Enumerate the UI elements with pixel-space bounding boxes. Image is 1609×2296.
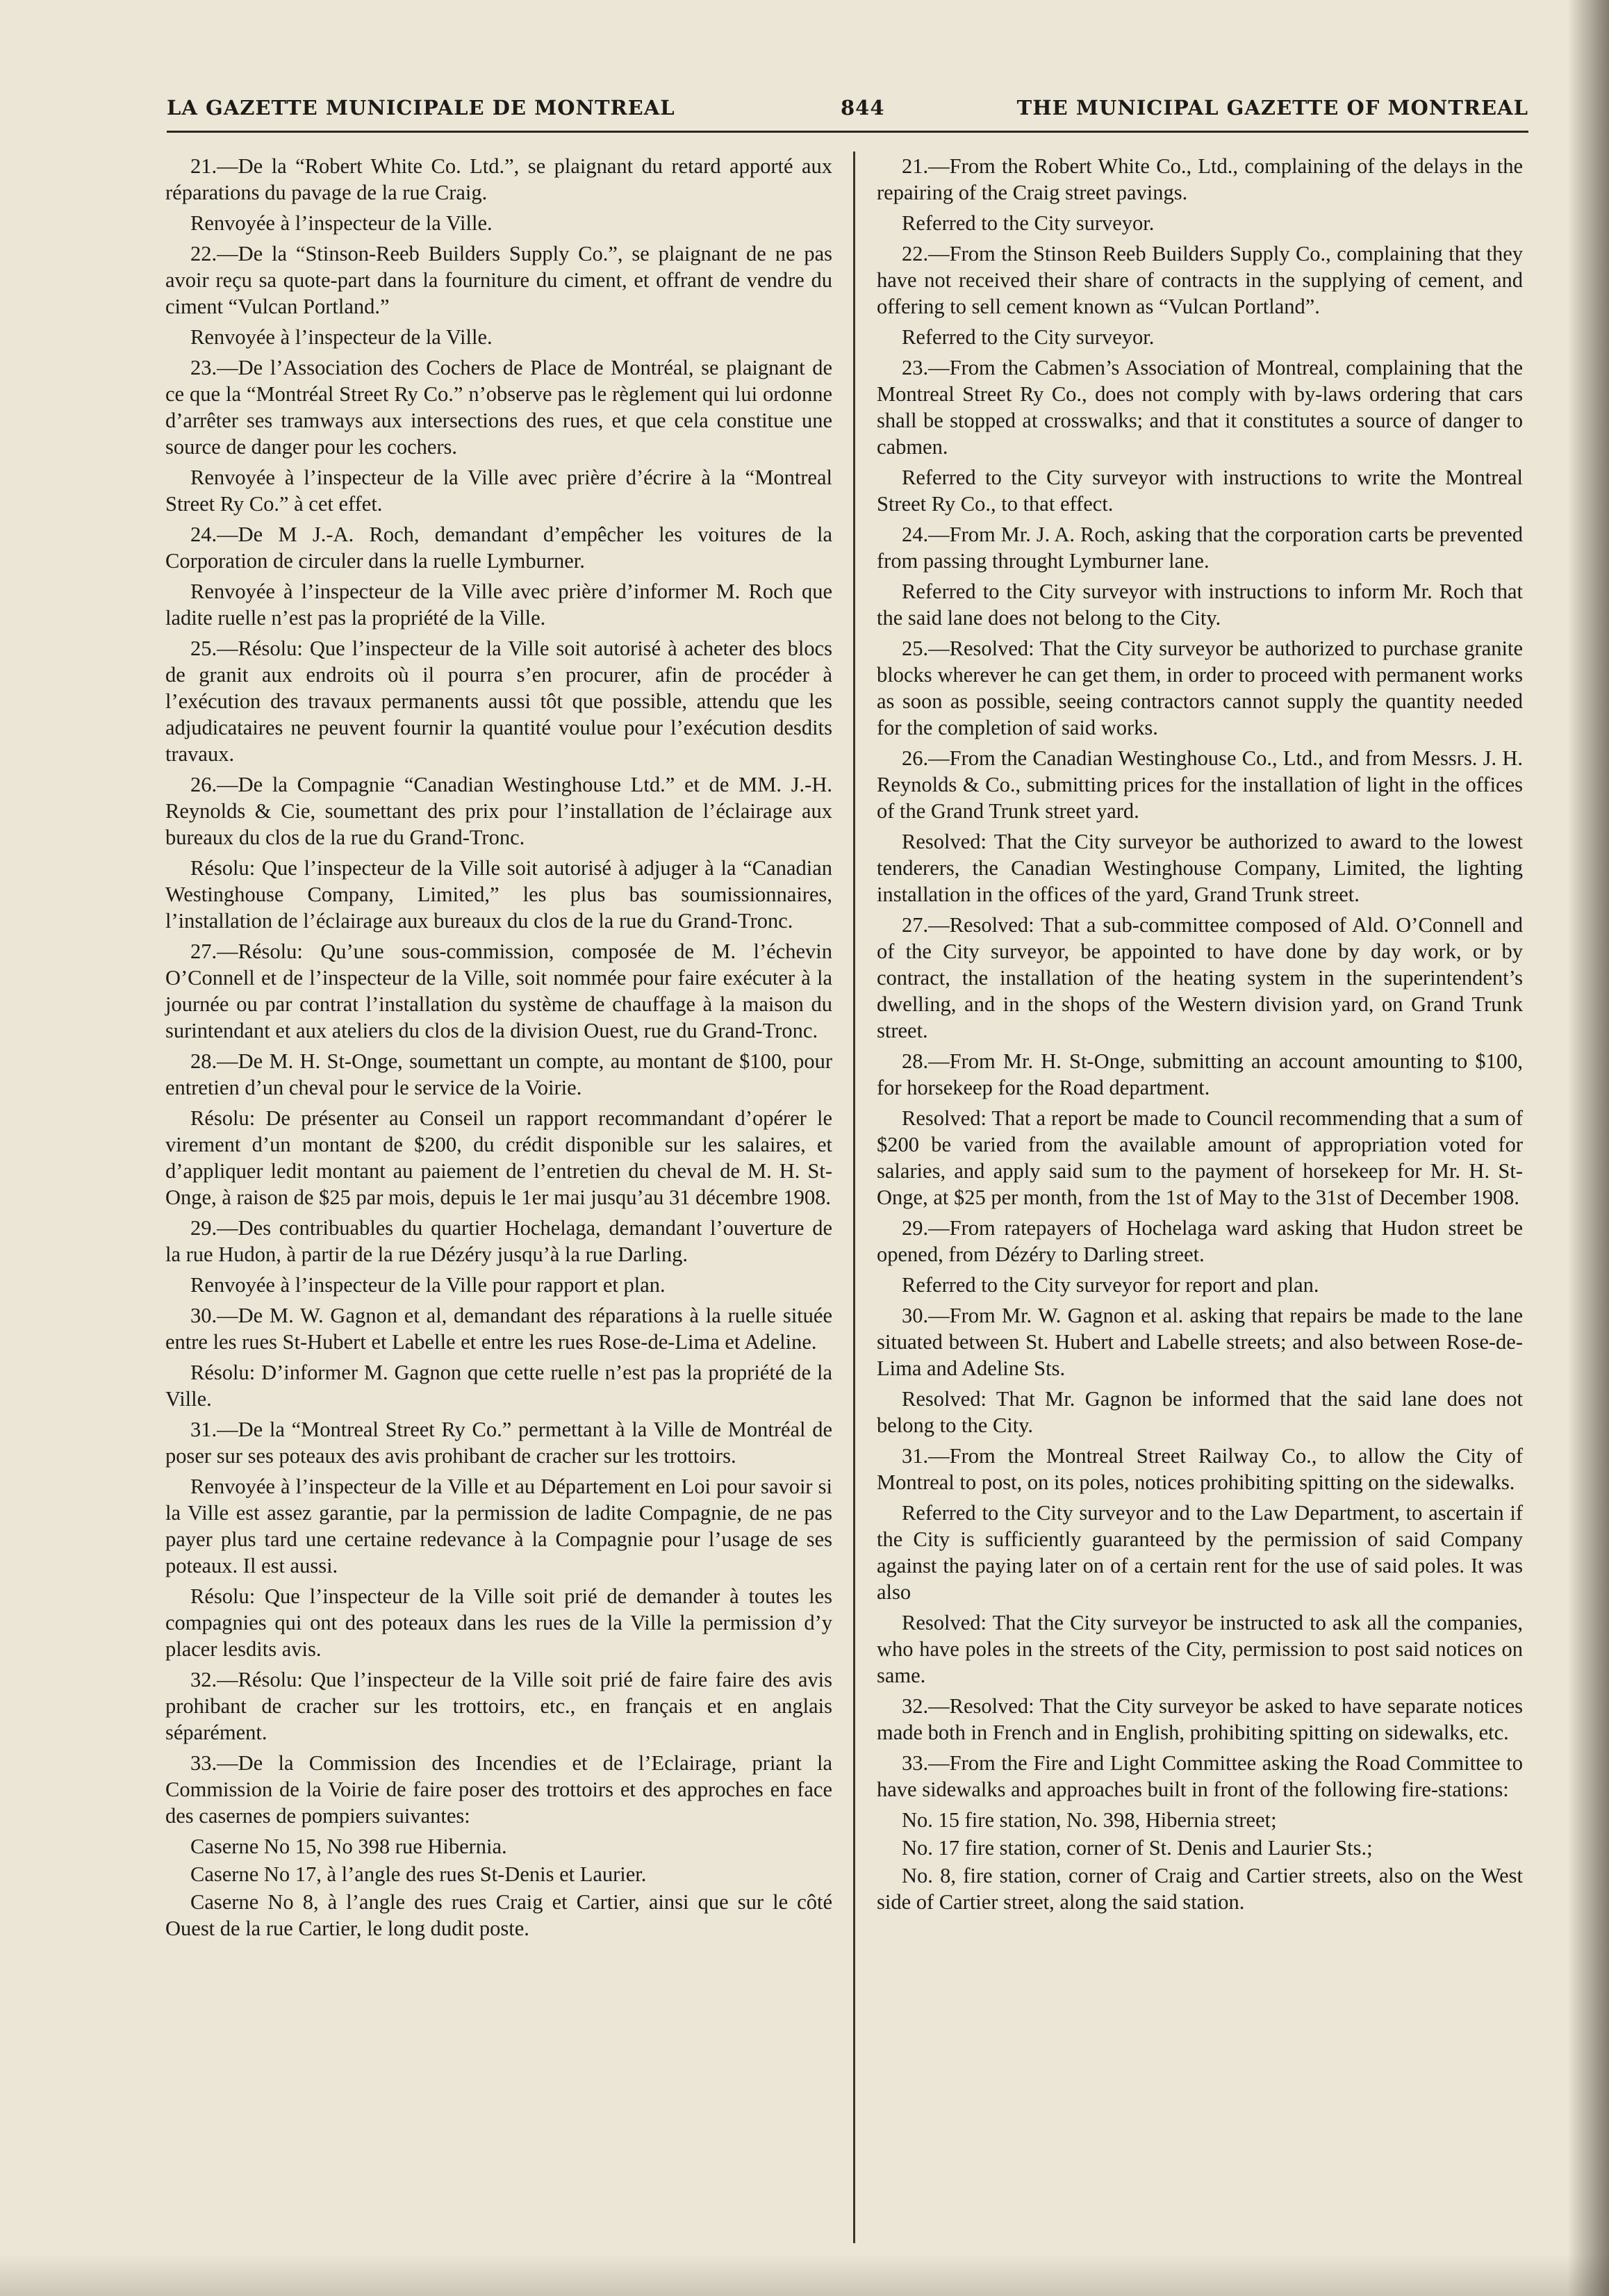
paragraph: Referred to the City surveyor with instructions to write the Montreal Street Ry Co., to that effect. (877, 466, 1523, 516)
paragraph: 29.—From ratepayers of Hochelaga ward asking that Hudon street be opened, from Dézéry to Darling street. (877, 1216, 1523, 1266)
page-number: 844 (841, 96, 885, 120)
paragraph: Résolu: D’informer M. Gagnon que cette ruelle n’est pas la propriété de la Ville. (165, 1361, 832, 1411)
paragraph: 25.—Resolved: That the City surveyor be authorized to purchase granite blocks wherever he can get them, in order to proceed with permanent works as soon as possible, seeing contractors cannot supply the quantity needed for the completion of said works. (877, 637, 1523, 739)
paragraph: 21.—De la “Robert White Co. Ltd.”, se plaignant du retard apporté aux réparations du pavage de la rue Craig. (165, 154, 832, 204)
paragraph: 26.—From the Canadian Westinghouse Co., Ltd., and from Messrs. J. H. Reynolds & Co., submitting prices for the installation of light in the offices of the Grand Trunk street yard. (877, 746, 1523, 823)
paragraph: 27.—Resolved: That a sub-committee composed of Ald. O’Connell and of the City surveyor, be appointed to have done by day work, or by contract, the installation of the heating system in the superintendent’s dwelling, and in the shops of the Western division yard, on Grand Trunk street. (877, 913, 1523, 1042)
paragraph: 33.—From the Fire and Light Committee asking the Road Committee to have sidewalks and approaches built in front of the following fire-stations: (877, 1751, 1523, 1801)
paragraph: No. 8, fire station, corner of Craig and Cartier streets, also on the West side of Cartier street, along the said station. (877, 1864, 1523, 1914)
paragraph: Renvoyée à l’inspecteur de la Ville et au Département en Loi pour savoir si la Ville est assez garantie, par la permission de ladite Compagnie, de ne pas payer plus tard une certaine redevance à la Compagnie pour l’usage de ses poteaux. Il est aussi. (165, 1475, 832, 1577)
paragraph: 24.—From Mr. J. A. Roch, asking that the corporation carts be prevented from passing throught Lymburner lane. (877, 523, 1523, 573)
english-column (877, 153, 1523, 1919)
french-column (165, 153, 832, 1946)
paragraph: 29.—Des contribuables du quartier Hochelaga, demandant l’ouverture de la rue Hudon, à partir de la rue Dézéry jusqu’à la rue Darling. (165, 1216, 832, 1266)
paragraph: Caserne No 15, No 398 rue Hibernia. (190, 1835, 507, 1858)
paragraph: 25.—Résolu: Que l’inspecteur de la Ville soit autorisé à acheter des blocs de granit aux endroits où il pourra s’en procurer, afin de procéder à l’exécution des travaux permanents aussi tôt que possible, attendu que les adjudicataires ne peuvent fournir la quantité voulue pour l’exécution desdits travaux. (165, 637, 832, 766)
paragraph: Renvoyée à l’inspecteur de la Ville pour rapport et plan. (190, 1273, 666, 1297)
paragraph: Résolu: Que l’inspecteur de la Ville soit prié de demander à toutes les compagnies qui ont des poteaux dans les rues de la Ville la permission d’y placer lesdits avis. (165, 1584, 832, 1661)
paragraph: Referred to the City surveyor. (902, 325, 1155, 349)
page-header (167, 89, 1528, 131)
paragraph: 33.—De la Commission des Incendies et de l’Eclairage, priant la Commission de la Voirie de faire poser des trottoirs et des approches en face des casernes de pompiers suivantes: (165, 1751, 832, 1828)
paragraph: Resolved: That Mr. Gagnon be informed that the said lane does not belong to the City. (877, 1387, 1523, 1437)
header-title-french: LA GAZETTE MUNICIPALE DE MONTREAL (167, 96, 675, 120)
paragraph: Renvoyée à l’inspecteur de la Ville avec prière d’informer M. Roch que ladite ruelle n’est pas la propriété de la Ville. (165, 580, 832, 630)
column-divider (853, 151, 855, 2243)
paragraph: Résolu: Que l’inspecteur de la Ville soit autorisé à adjuger à la “Canadian Westinghouse Company, Limited,” les plus bas soumissionnaires, l’installation de l’éclairage aux bureaux du clos de la rue du Grand-Tronc. (165, 856, 832, 933)
paragraph: Referred to the City surveyor with instructions to inform Mr. Roch that the said lane does not belong to the City. (877, 580, 1523, 630)
paragraph: No. 17 fire station, corner of St. Denis and Laurier Sts.; (902, 1836, 1373, 1860)
paragraph: 30.—From Mr. W. Gagnon et al. asking that repairs be made to the lane situated between St. Hubert and Labelle streets; and also between Rose-de-Lima and Adeline Sts. (877, 1304, 1523, 1380)
paragraph: 21.—From the Robert White Co., Ltd., complaining of the delays in the repairing of the Craig street pavings. (877, 154, 1523, 204)
paragraph: Referred to the City surveyor and to the Law Department, to ascertain if the City is sufficiently guaranteed by the permission of said Company against the paying later on of a certain rent for the use of said poles. It was also (877, 1501, 1523, 1604)
paragraph: 22.—De la “Stinson-Reeb Builders Supply Co.”, se plaignant de ne pas avoir reçu sa quote-part dans la fourniture du ciment, et offrant de vendre du ciment “Vulcan Portland.” (165, 242, 832, 318)
paragraph: 27.—Résolu: Qu’une sous-commission, composée de M. l’échevin O’Connell et de l’inspecteur de la Ville, soit nommée pour faire exécuter à la journée ou par contrat l’installation du système de chauffage à la maison du surintendant et aux ateliers du clos de la division Ouest, rue du Grand-Tronc. (165, 940, 832, 1042)
paragraph: 26.—De la Compagnie “Canadian Westinghouse Ltd.” et de MM. J.-H. Reynolds & Cie, soumettant des prix pour l’installation de l’éclairage aux bureaux du clos de la rue du Grand-Tronc. (165, 773, 832, 849)
paragraph: Resolved: That the City surveyor be instructed to ask all the companies, who have poles in the streets of the City, permission to post said notices on same. (877, 1611, 1523, 1687)
paragraph: 22.—From the Stinson Reeb Builders Supply Co., complaining that they have not received their share of contracts in the supplying of cement, and offering to sell cement known as “Vulcan Portland”. (877, 242, 1523, 318)
paragraph: 28.—From Mr. H. St-Onge, submitting an account amounting to $100, for horsekeep for the Road department. (877, 1049, 1523, 1099)
paragraph: Caserne No 8, à l’angle des rues Craig et Cartier, ainsi que sur le côté Ouest de la rue Cartier, le long dudit poste. (165, 1890, 832, 1940)
paragraph: 28.—De M. H. St-Onge, soumettant un compte, au montant de $100, pour entretien d’un cheval pour le service de la Voirie. (165, 1049, 832, 1099)
paragraph: 31.—De la “Montreal Street Ry Co.” permettant à la Ville de Montréal de poser sur ses poteaux des avis prohibant de cracher sur les trottoirs. (165, 1418, 832, 1468)
header-rule (167, 131, 1528, 133)
paragraph: 32.—Résolu: Que l’inspecteur de la Ville soit prié de faire faire des avis prohibant de cracher sur les trottoirs, etc., en français et en anglais séparément. (165, 1668, 832, 1744)
paragraph: 23.—From the Cabmen’s Association of Montreal, complaining that the Montreal Street Ry Co., does not comply with by-laws ordering that cars shall be stopped at crosswalks; and that it constitutes a source of danger to cabmen. (877, 356, 1523, 459)
paragraph: 30.—De M. W. Gagnon et al, demandant des réparations à la ruelle située entre les rues St-Hubert et Labelle et entre les rues Rose-de-Lima et Adeline. (165, 1304, 832, 1354)
paragraph: Resolved: That the City surveyor be authorized to award to the lowest tenderers, the Canadian Westinghouse Company, Limited, the lighting installation in the offices of the yard, Grand Trunk street. (877, 830, 1523, 906)
paragraph: 32.—Resolved: That the City surveyor be asked to have separate notices made both in French and in English, prohibiting spitting on sidewalks, etc. (877, 1694, 1523, 1744)
paragraph: No. 15 fire station, No. 398, Hibernia street; (902, 1808, 1277, 1832)
paragraph: Resolved: That a report be made to Council recommending that a sum of $200 be varied from the available amount of appropriation voted for salaries, and apply said sum to the payment of horsekeep for Mr. H. St-Onge, at $25 per month, from the 1st of May to the 31st of December 1908. (877, 1106, 1523, 1209)
paragraph: 31.—From the Montreal Street Railway Co., to allow the City of Montreal to post, on its poles, notices prohibiting spitting on the sidewalks. (877, 1444, 1523, 1494)
paragraph: Résolu: De présenter au Conseil un rapport recommandant d’opérer le virement d’un montant de $200, du crédit disponible sur les salaires, et d’appliquer ledit montant au paiement de l’entretien du cheval de M. H. St-Onge, à raison de $25 par mois, depuis le 1er mai jusqu’au 31 décembre 1908. (165, 1106, 832, 1209)
header-title-english: THE MUNICIPAL GAZETTE OF MONTREAL (1016, 96, 1528, 120)
paragraph: 24.—De M J.-A. Roch, demandant d’empêcher les voitures de la Corporation de circuler dans la ruelle Lymburner. (165, 523, 832, 573)
paragraph: Referred to the City surveyor. (902, 211, 1155, 235)
paragraph: Referred to the City surveyor for report and plan. (902, 1273, 1319, 1297)
paragraph: Renvoyée à l’inspecteur de la Ville. (190, 211, 493, 235)
page-edge-shadow (1567, 0, 1609, 2296)
page-bottom-shade (0, 2254, 1609, 2296)
paragraph: Renvoyée à l’inspecteur de la Ville avec prière d’écrire à la “Montreal Street Ry Co.” à cet effet. (165, 466, 832, 516)
paragraph: 23.—De l’Association des Cochers de Place de Montréal, se plaignant de ce que la “Montréal Street Ry Co.” n’observe pas le règlement qui lui ordonne d’arrêter ses tramways aux intersections des rues, et que cela constitue une source de danger pour les cochers. (165, 356, 832, 459)
paragraph: Caserne No 17, à l’angle des rues St-Denis et Laurier. (190, 1862, 647, 1886)
paragraph: Renvoyée à l’inspecteur de la Ville. (190, 325, 493, 349)
